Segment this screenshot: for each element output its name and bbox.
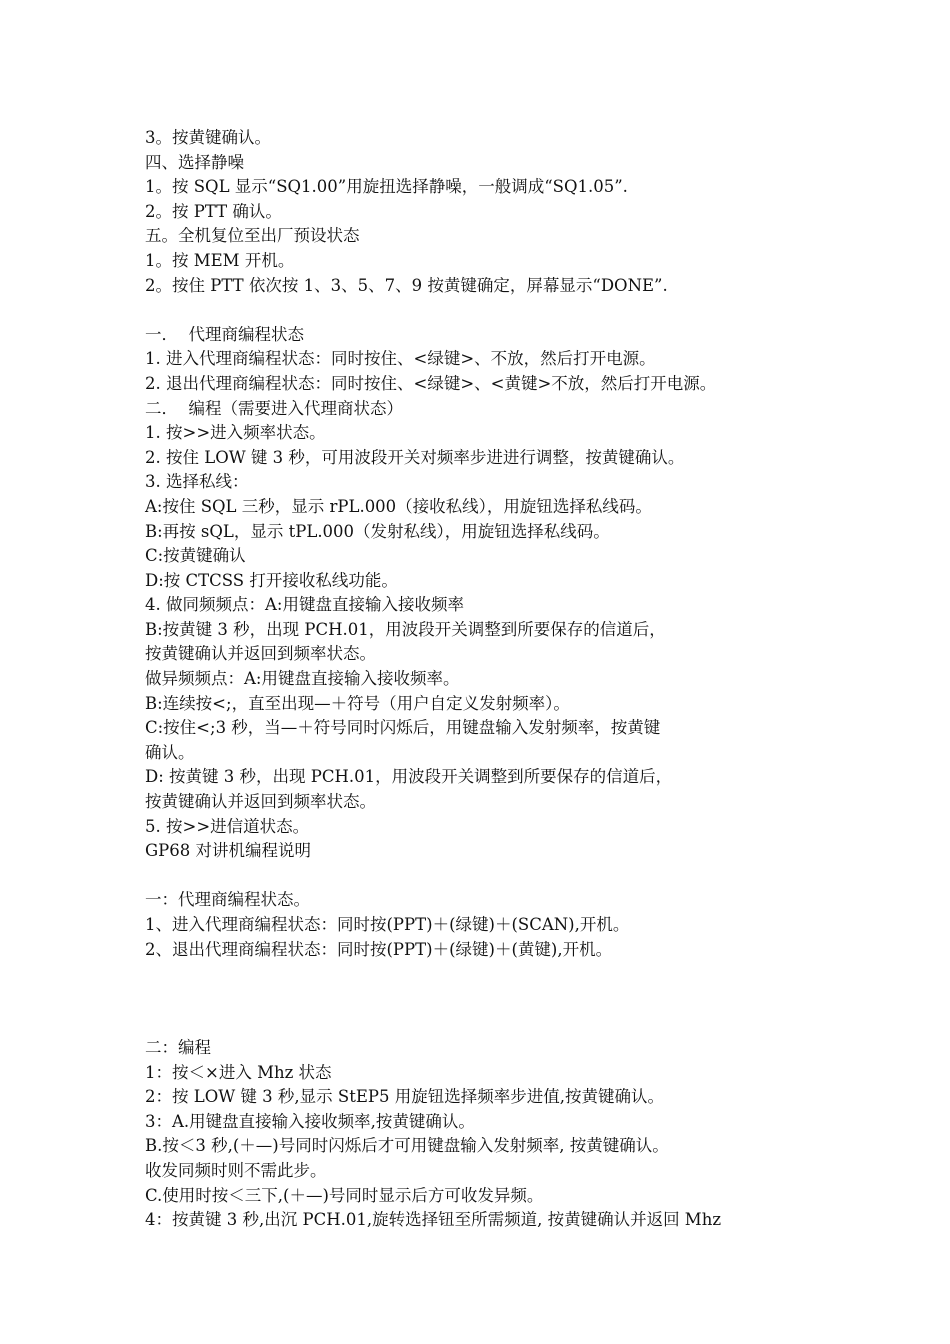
text-line: 1。按 MEM 开机。: [145, 250, 295, 270]
text-line: 3. 选择私线：: [145, 472, 249, 492]
document-body: [145, 126, 935, 1233]
text-line: 一． 代理商编程状态: [145, 324, 304, 344]
text-line: 4. 做同频频点：A:用键盘直接输入接收频率: [145, 595, 464, 615]
text-line: 1、进入代理商编程状态：同时按(PPT)＋(绿键)＋(SCAN),开机。: [145, 915, 630, 934]
text-line: 2。按住 PTT 依次按 1、3、5、7、9 按黄键确定，屏幕显示“DONE”.: [145, 275, 668, 295]
text-line: 4：按黄键 3 秒,出沉 PCH.01,旋转选择钮至所需频道, 按黄键确认并返回 Mhz: [145, 1210, 722, 1230]
text-line: 2。按 PTT 确认。: [145, 201, 282, 221]
text-line: 收发同频时则不需此步。: [145, 1160, 327, 1180]
text-line: 二：编程: [145, 1037, 211, 1057]
text-line: 五。全机复位至出厂预设状态: [145, 226, 360, 246]
text-line: B:按黄键 3 秒，出现 PCH.01，用波段开关调整到所要保存的信道后，: [145, 619, 666, 639]
text-line: 按黄键确认并返回到频率状态。: [145, 644, 376, 664]
text-line: C:按住<;3 秒，当—＋符号同时闪烁后，用键盘输入发射频率，按黄键: [145, 718, 661, 738]
text-line: 2. 按住 LOW 键 3 秒，可用波段开关对频率步进进行调整，按黄键确认。: [145, 447, 685, 467]
text-line: C.使用时按＜三下,(＋—)号同时显示后方可收发异频。: [145, 1185, 544, 1205]
text-line: 一：代理商编程状态。: [145, 890, 310, 910]
text-line: 2. 退出代理商编程状态：同时按住、<绿键>、<黄键>不放，然后打开电源。: [145, 373, 717, 393]
text-line: 确认。: [145, 742, 195, 762]
text-line: [145, 298, 935, 323]
text-line: [145, 962, 935, 987]
text-line: [145, 864, 935, 889]
text-line: B:连续按<;，直至出现—＋符号（用户自定义发射频率）。: [145, 693, 570, 713]
text-line: B:再按 sQL，显示 tPL.000（发射私线），用旋钮选择私线码。: [145, 521, 610, 541]
text-line: C:按黄键确认: [145, 546, 246, 566]
text-line: 二． 编程（需要进入代理商状态）: [145, 398, 403, 418]
text-line: 1：按＜×进入 Mhz 状态: [145, 1062, 332, 1082]
text-line: 3。按黄键确认。: [145, 128, 271, 147]
text-line: 做异频频点：A:用键盘直接输入接收频率。: [145, 669, 460, 689]
text-line: 1。按 SQL 显示“SQ1.00”用旋扭选择静噪，一般调成“SQ1.05”.: [145, 177, 628, 197]
text-line: B.按＜3 秒,(＋—)号同时闪烁后才可用键盘输入发射频率, 按黄键确认。: [145, 1136, 669, 1156]
text-line: 2：按 LOW 键 3 秒,显示 StEP5 用旋钮选择频率步进值,按黄键确认。: [145, 1087, 664, 1107]
text-line: 按黄键确认并返回到频率状态。: [145, 792, 376, 812]
text-line: 2、退出代理商编程状态：同时按(PPT)＋(绿键)＋(黄键),开机。: [145, 939, 613, 959]
text-line: 四、选择静噪: [145, 152, 244, 172]
text-line: D: 按黄键 3 秒，出现 PCH.01，用波段开关调整到所要保存的信道后，: [145, 767, 673, 787]
text-line: 3：A.用键盘直接输入接收频率,按黄键确认。: [145, 1111, 475, 1131]
text-line: D:按 CTCSS 打开接收私线功能。: [145, 570, 398, 590]
text-line: 1. 按>>进入频率状态。: [145, 423, 326, 443]
text-line: 5. 按>>进信道状态。: [145, 816, 310, 836]
text-line: GP68 对讲机编程说明: [145, 841, 312, 861]
text-line: [145, 1011, 935, 1036]
text-line: A:按住 SQL 三秒，显示 rPL.000（接收私线），用旋钮选择私线码。: [145, 496, 652, 516]
text-line: 1. 进入代理商编程状态：同时按住、<绿键>、不放，然后打开电源。: [145, 349, 656, 369]
text-line: [145, 987, 935, 1012]
